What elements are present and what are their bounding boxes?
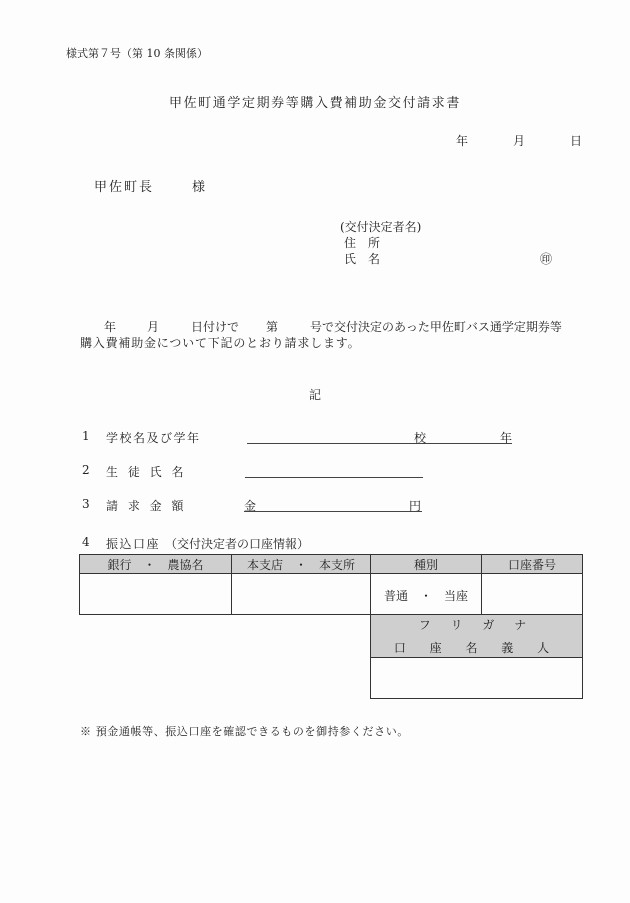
body-year: 年 [104,320,117,334]
item-2-underline[interactable] [245,477,423,478]
holder-label: 口 座 名 義 人 [393,641,560,655]
item-3-suffix: 円 [409,499,422,513]
name-label: 氏名 [344,252,393,266]
account-type-cell[interactable]: 普通 ・ 当座 [370,573,482,615]
item-1-grade-suffix: 年 [500,431,513,445]
address-label: 住所 [344,236,393,250]
date-month-label: 月 [513,134,526,148]
header-branch: 本支店 ・ 本支所 [231,554,371,574]
item-2-number: 2 [82,463,90,477]
item-4-sublabel: （交付決定者の口座情報） [165,537,310,551]
note-text: ※ 預金通帳等、振込口座を確認できるものを御持参ください。 [80,725,409,738]
furigana-label: フ リ ガ ナ [418,618,535,632]
form-number: 様式第７号（第 10 条関係） [66,47,208,60]
item-2-label: 生 徒 氏 名 [106,465,187,479]
item-3-prefix: 金 [244,499,257,513]
ki-heading: 記 [308,388,321,402]
body-go-text: 号で交付決定のあった甲佐町バス通学定期券等 [310,320,562,334]
addressee-honorific: 様 [192,180,206,195]
item-3-number: 3 [82,497,90,511]
account-number-cell[interactable] [481,573,583,615]
item-3-label: 請 求 金 額 [106,499,187,513]
item-1-label: 学校名及び学年 [106,431,201,445]
body-line-2: 購入費補助金について下記のとおり請求します。 [80,336,361,350]
addressee-name: 甲佐町長 [94,180,155,195]
item-1-number: 1 [82,429,90,443]
header-account-number: 口座番号 [481,554,583,574]
item-1-school-suffix: 校 [414,431,427,445]
applicant-heading: (交付決定者名) [340,220,422,234]
bank-name-cell[interactable] [79,573,232,615]
document-title: 甲佐町通学定期券等購入費補助金交付請求書 [168,96,461,111]
holder-header [370,614,583,658]
date-year-label: 年 [456,134,469,148]
body-month: 月 [147,320,160,334]
item-4-label: 振込口座 [106,537,161,551]
header-account-type: 種別 [370,554,482,574]
body-line-1 [104,318,594,334]
branch-cell[interactable] [231,573,371,615]
item-1-underline[interactable] [247,443,512,444]
date-day-label: 日 [570,134,583,148]
header-bank-name: 銀行 ・ 農協名 [79,554,232,574]
holder-name-cell[interactable] [370,657,583,699]
item-4-number: 4 [82,535,90,549]
item-3-underline[interactable] [244,511,422,512]
body-dai: 第 [266,320,279,334]
seal-mark: ㊞ [540,252,553,266]
body-day-suffix: 日付けで [191,320,240,334]
